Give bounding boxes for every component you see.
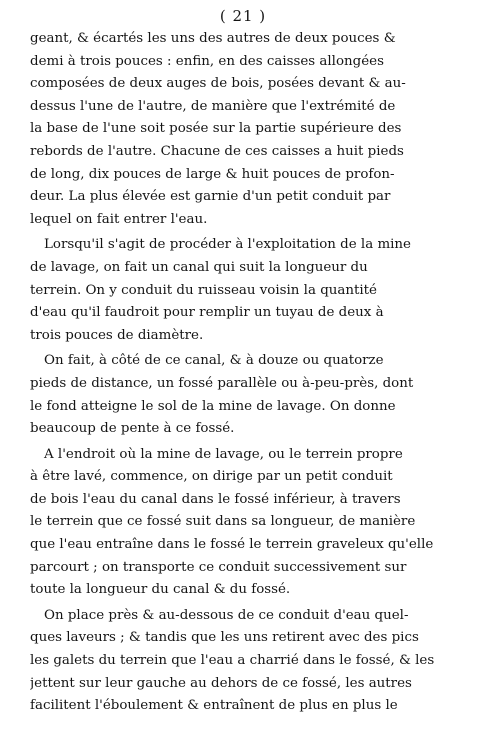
text-line: le terrein que ce fossé suit dans sa longueur, de manière: [30, 514, 416, 530]
text-line: la base de l'une soit posée sur la partie supérieure des: [30, 121, 402, 137]
text-line: Lorsqu'il s'agit de procéder à l'exploitation de la mine: [44, 237, 411, 253]
text-line: ques laveurs ; & tandis que les uns retirent avec des pics: [30, 630, 419, 646]
text-line: facilitent l'éboulement & entraînent de plus en plus le: [30, 698, 398, 714]
text-line: de lavage, on fait un canal qui suit la longueur du: [30, 259, 368, 275]
text-line: dessus l'une de l'autre, de manière que l'extrémité de: [30, 98, 396, 114]
text-line: d'eau qu'il faudroit pour remplir un tuyau de deux à: [30, 305, 384, 321]
text-line: composées de deux auges de bois, posées devant & au-: [30, 76, 406, 92]
paragraph: [30, 444, 456, 602]
paragraph: [30, 350, 456, 440]
paragraph: [30, 28, 456, 231]
text-line: pieds de distance, un fossé parallèle ou à-peu-près, dont: [30, 375, 414, 391]
text-line: le fond atteigne le sol de la mine de lavage. On donne: [30, 398, 396, 414]
page-body: [30, 28, 456, 718]
text-line: demi à trois pouces : enfin, en des caisses allongées: [30, 53, 384, 69]
text-line: rebords de l'autre. Chacune de ces caisses a huit pieds: [30, 143, 404, 159]
text-line: On place près & au-dessous de ce conduit d'eau quel-: [44, 607, 409, 623]
text-line: toute la longueur du canal & du fossé.: [30, 582, 291, 598]
text-line: terrein. On y conduit du ruisseau voisin la quantité: [30, 282, 377, 298]
text-line: A l'endroit où la mine de lavage, ou le terrein propre: [44, 446, 403, 462]
paragraph: [30, 234, 456, 347]
text-line: les galets du terrein que l'eau a charrié dans le fossé, & les: [30, 653, 435, 669]
page-number: ( 21 ): [219, 7, 267, 25]
text-line: geant, & écartés les uns des autres de deux pouces &: [30, 31, 396, 46]
text-line: trois pouces de diamètre.: [30, 327, 204, 343]
text-line: à être lavé, commence, on dirige par un petit conduit: [30, 469, 393, 485]
text-line: deur. La plus élevée est garnie d'un petit conduit par: [30, 189, 391, 205]
text-line: lequel on fait entrer l'eau.: [30, 211, 208, 227]
text-line: de long, dix pouces de large & huit pouces de profon-: [30, 166, 395, 182]
text-line: jettent sur leur gauche au dehors de ce fossé, les autres: [30, 675, 412, 691]
text-line: que l'eau entraîne dans le fossé le terrein graveleux qu'elle: [30, 537, 434, 553]
text-line: On fait, à côté de ce canal, & à douze ou quatorze: [44, 353, 384, 369]
text-line: beaucoup de pente à ce fossé.: [30, 421, 235, 437]
text-line: de bois l'eau du canal dans le fossé inférieur, à travers: [30, 491, 401, 507]
paragraph: [30, 605, 456, 718]
text-line: parcourt ; on transporte ce conduit successivement sur: [30, 559, 407, 575]
